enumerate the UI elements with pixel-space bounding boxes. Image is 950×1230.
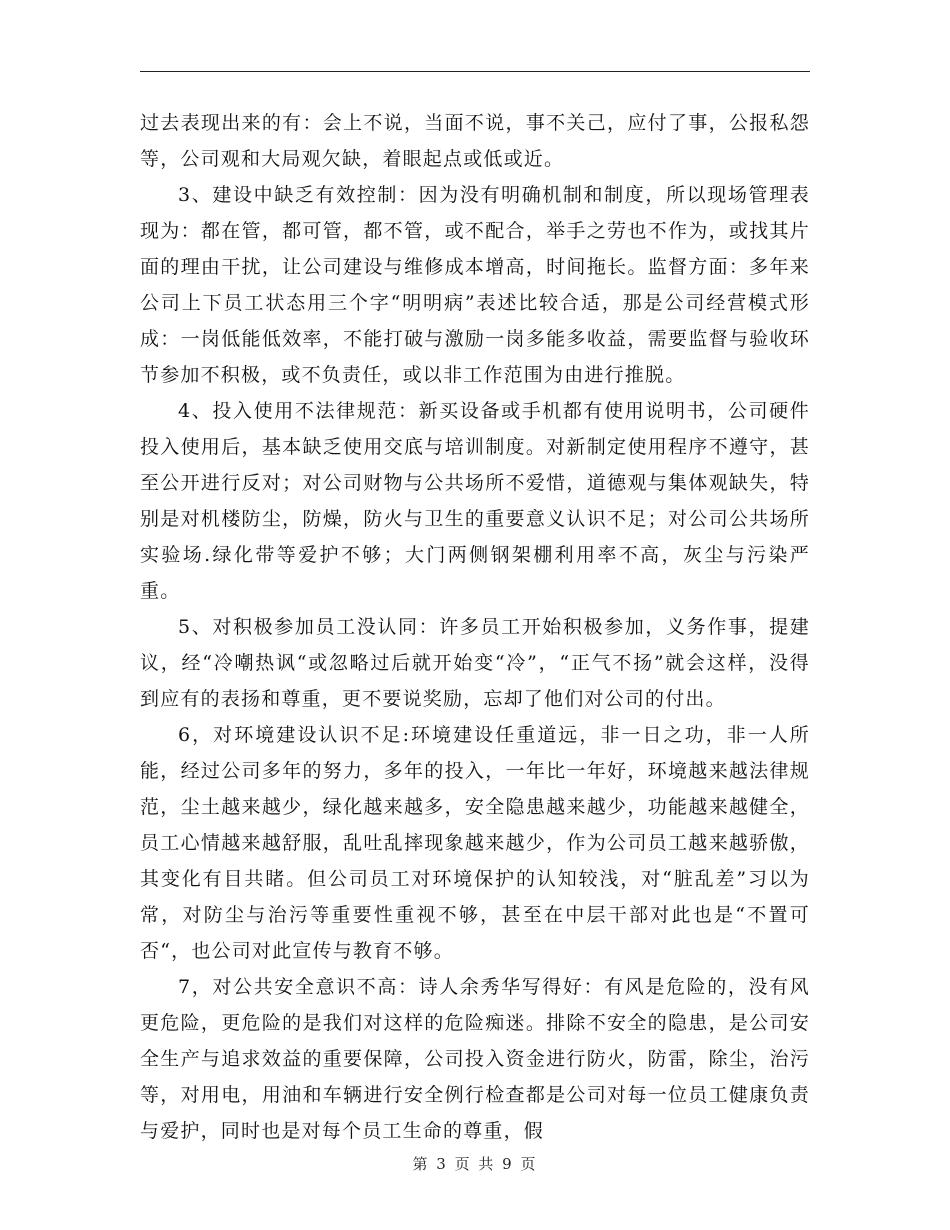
paragraph-intro-continuation: 过去表现出来的有：会上不说，当面不说，事不关己，应付了事，公报私怨等，公司观和大局观欠缺，着眼起点或低或近。 [140,112,810,170]
header-rule [140,71,810,72]
page-number-footer: 第 3 页 共 9 页 [412,1155,538,1173]
paragraph-item-7: 7，对公共安全意识不高：诗人余秀华写得好：有风是危险的，没有风更危险，更危险的是我们对这样的危险痴迷。排除不安全的隐患，是公司安全生产与追求效益的重要保障，公司投入资金进行防火，防雷，除尘，治污等，对用电，用油和车辆进行安全例行检查都是公司对每一位员工健康负责与爱护，同时也是对每个员工生命的尊重，假 [140,976,810,1142]
paragraph-item-6: 6，对环境建设认识不足:环境建设任重道远，非一日之功，非一人所能，经过公司多年的努力，多年的投入，一年比一年好，环境越来越法律规范，尘土越来越少，绿化越来越多，安全隐患越来越少，功能越来越健全，员工心情越来越舒服，乱吐乱摔现象越来越少，作为公司员工越来越骄傲，其变化有目共睹。但公司员工对环境保护的认知较浅，对“脏乱差”习以为常，对防尘与治污等重要性重视不够，甚至在中层干部对此也是“不置可否“，也公司对此宣传与教育不够。 [140,724,810,962]
paragraph-item-5: 5、对积极参加员工没认同：许多员工开始积极参加，义务作事，提建议，经“冷嘲热讽“或忽略过后就开始变“冷”，“正气不扬”就会这样，没得到应有的表扬和尊重，更不要说奖励，忘却了他们对公司的付出。 [140,616,810,710]
body-text [140,105,810,1149]
paragraph-item-3: 3、建设中缺乏有效控制：因为没有明确机制和制度，所以现场管理表现为：都在管，都可管，都不管，或不配合，举手之劳也不作为，或找其片面的理由干扰，让公司建设与维修成本增高，时间拖长。监督方面：多年来公司上下员工状态用三个字“明明病”表述比较合适，那是公司经营模式形成：一岗低能低效率，不能打破与激励一岗多能多收益，需要监督与验收环节参加不积极，或不负责任，或以非工作范围为由进行推脱。 [140,184,810,386]
paragraph-item-4: 4、投入使用不法律规范：新买设备或手机都有使用说明书，公司硬件投入使用后，基本缺乏使用交底与培训制度。对新制定使用程序不遵守，甚至公开进行反对；对公司财物与公共场所不爱惜，道德观与集体观缺失，特别是对机楼防尘，防燥，防火与卫生的重要意义认识不足；对公司公共场所实验场.绿化带等爱护不够；大门两侧钢架棚利用率不高，灰尘与污染严重。 [140,400,810,602]
